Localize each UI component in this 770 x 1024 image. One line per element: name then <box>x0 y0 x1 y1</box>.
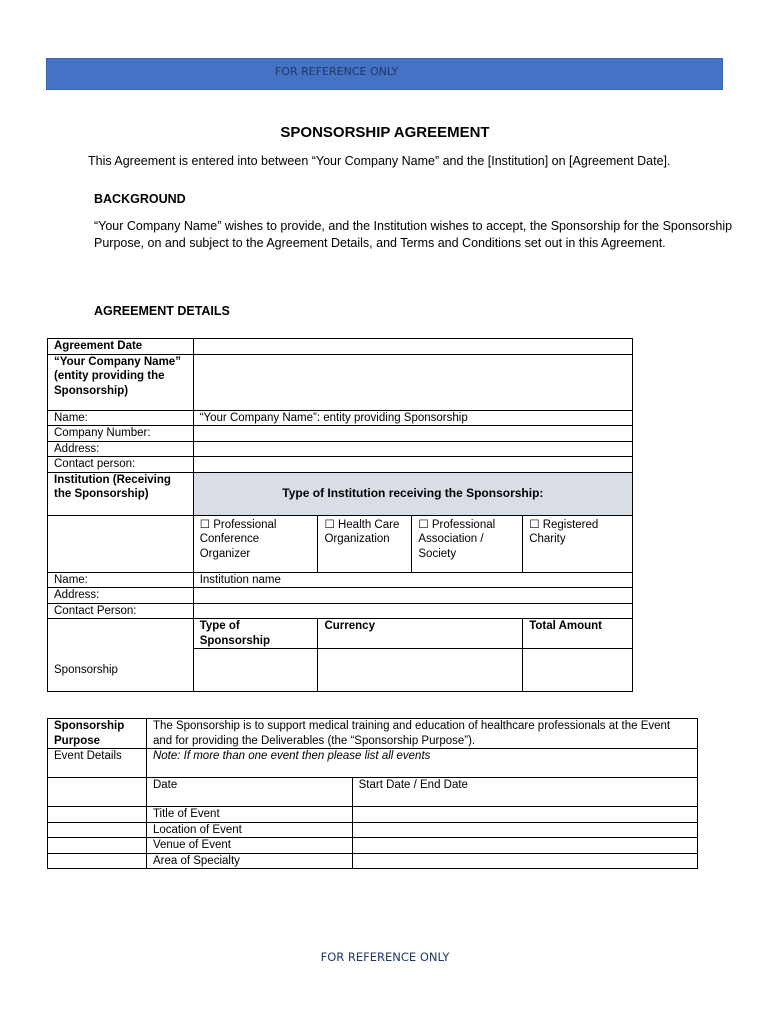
type-of-sponsorship-header: Type of Sponsorship <box>193 619 318 649</box>
reference-banner <box>46 58 723 90</box>
address-label: Address: <box>48 441 194 457</box>
sponsorship-purpose-label: Sponsorship Purpose <box>48 719 147 749</box>
footer-reference-text: FOR REFERENCE ONLY <box>320 950 450 964</box>
sponsorship-header-spacer <box>48 619 194 649</box>
total-amount-header: Total Amount <box>523 619 633 649</box>
agreement-details-table <box>47 338 633 692</box>
event-details-label: Event Details <box>48 749 147 778</box>
venue-spacer <box>48 838 147 854</box>
institution-label: Institution (Receiving the Sponsorship) <box>48 472 194 515</box>
title-of-event-value[interactable] <box>352 807 697 823</box>
institution-contact-value[interactable] <box>193 603 632 619</box>
name-value[interactable]: “Your Company Name”: entity providing Sponsorship <box>193 410 632 426</box>
agreement-date-value[interactable] <box>193 339 632 355</box>
contact-person-value[interactable] <box>193 457 632 473</box>
venue-of-event-value[interactable] <box>352 838 697 854</box>
background-text: “Your Company Name” wishes to provide, and the Institution wishes to accept, the Sponsorship for the Sponsorship Purpose, on and subject to the Agreement Details, and Terms and Conditions set out in this Agreement. <box>94 219 733 250</box>
company-number-label: Company Number: <box>48 426 194 442</box>
banner-text: FOR REFERENCE ONLY <box>275 65 399 78</box>
agreement-details-heading: AGREEMENT DETAILS <box>94 304 230 318</box>
location-of-event-label: Location of Event <box>146 822 352 838</box>
name-label: Name: <box>48 410 194 426</box>
sponsorship-purpose-text: The Sponsorship is to support medical training and education of healthcare professionals at the Event and for providing the Deliverables (the “Sponsorship Purpose”). <box>146 719 697 749</box>
event-note: Note: If more than one event then please list all events <box>146 749 697 778</box>
intro-text: This Agreement is entered into between “Your Company Name” and the [Institution] on [Agreement Date]. <box>88 154 671 168</box>
date-spacer <box>48 778 147 807</box>
title-of-event-label: Title of Event <box>146 807 352 823</box>
address-value[interactable] <box>193 441 632 457</box>
location-spacer <box>48 822 147 838</box>
sponsorship-label: Sponsorship <box>48 649 194 692</box>
institution-options-spacer <box>48 515 194 572</box>
location-of-event-value[interactable] <box>352 822 697 838</box>
company-label: “Your Company Name” (entity providing the Sponsorship) <box>48 354 194 410</box>
event-details-table <box>47 718 698 869</box>
company-number-value[interactable] <box>193 426 632 442</box>
date-label: Date <box>146 778 352 807</box>
total-amount-value[interactable] <box>523 649 633 692</box>
document-title: SPONSORSHIP AGREEMENT <box>280 124 490 141</box>
contact-person-label: Contact person: <box>48 457 194 473</box>
title-spacer <box>48 807 147 823</box>
type-of-sponsorship-value[interactable] <box>193 649 318 692</box>
option-registered-charity[interactable]: ☐ Registered Charity <box>523 515 633 572</box>
agreement-date-label: Agreement Date <box>48 339 194 355</box>
option-professional-association[interactable]: ☐ Professional Association / Society <box>412 515 523 572</box>
currency-value[interactable] <box>318 649 523 692</box>
institution-name-label: Name: <box>48 572 194 588</box>
institution-address-label: Address: <box>48 588 194 604</box>
institution-type-header: Type of Institution receiving the Sponsorship: <box>193 472 632 515</box>
institution-contact-label: Contact Person: <box>48 603 194 619</box>
area-spacer <box>48 853 147 869</box>
area-of-specialty-value[interactable] <box>352 853 697 869</box>
institution-address-value[interactable] <box>193 588 632 604</box>
start-end-date-label[interactable]: Start Date / End Date <box>352 778 697 807</box>
area-of-specialty-label: Area of Specialty <box>146 853 352 869</box>
institution-name-value[interactable]: Institution name <box>193 572 632 588</box>
background-heading: BACKGROUND <box>94 192 186 206</box>
currency-header: Currency <box>318 619 523 649</box>
option-health-care-organization[interactable]: ☐ Health Care Organization <box>318 515 412 572</box>
option-professional-conference-organizer[interactable]: ☐ Professional Conference Organizer <box>193 515 318 572</box>
venue-of-event-label: Venue of Event <box>146 838 352 854</box>
company-value[interactable] <box>193 354 632 410</box>
